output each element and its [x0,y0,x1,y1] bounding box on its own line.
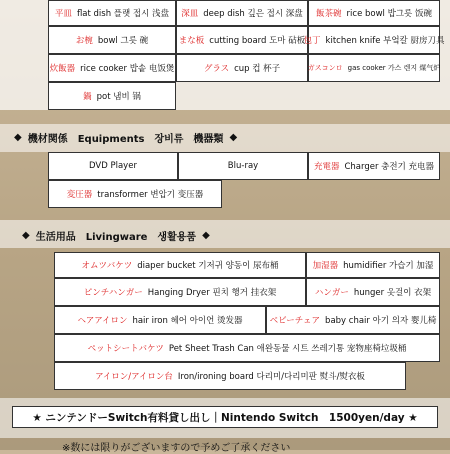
item-label: humidifier 가습기 加湿 [343,261,434,271]
item-hair-iron [54,306,266,334]
item-label: rice cooker 밥솥 电饭煲 [80,64,175,74]
item-label: Charger 충전기 充电器 [344,162,435,172]
diamond-icon: ◆ [22,230,30,241]
item-label-jp: ヘアアイロン [77,316,128,326]
item-pet-sheet-trash-can [54,334,440,362]
item-label-jp: 深皿 [181,9,199,19]
item-cutting-board [176,26,308,54]
item-label: pot 냄비 锅 [96,92,141,102]
item-label: Pet Sheet Trash Can 애완동물 시트 쓰레기통 宠物座椅垃圾桶 [168,344,407,354]
item-label: cup 컵 杯子 [234,64,281,74]
item-label-jp: ベビーチェア [269,316,321,326]
nintendo-switch-banner [12,406,438,428]
item-label-jp: ガスコンロ [307,64,343,72]
item-label-jp: ハンガー [314,288,349,298]
diamond-icon: ◆ [14,132,22,143]
item-label: cutting board 도마 砧板 [209,36,306,46]
item-label: flat dish 플랫 접시 浅盘 [76,9,170,19]
item-charger [308,152,440,180]
item-dvd-player [48,152,178,180]
item-label-jp: 充電器 [313,162,340,172]
item-bowl [48,26,176,54]
item-iron-board [54,362,406,390]
item-rice-cooker [48,54,176,82]
item-label: gas cooker 가스 렌지 煤气炉 [347,64,441,72]
item-blu-ray [178,152,308,180]
item-label: rice bowl 밥그릇 饭碗 [346,9,432,19]
item-rice-bowl [308,0,440,26]
item-label: bowl 그릇 碗 [97,36,149,46]
item-cup [176,54,308,82]
item-diaper-bucket [54,252,306,278]
item-label: Iron/ironing board 다리미/다리미판 熨斗/熨衣板 [177,372,365,382]
item-label: kitchen knife 부엌칼 厨房刀具 [325,36,445,46]
item-label: transformer 변압기 变压器 [97,190,204,200]
diamond-icon: ◆ [229,132,238,143]
item-label: hunger 옷걸이 衣架 [353,288,432,298]
section-title: 生活用品 Livingware 생활용품 [35,232,197,243]
item-transformer [48,180,222,208]
item-label-jp: グラス [203,64,230,74]
item-label: baby chair 아기 의자 婴儿椅 [325,316,437,326]
section-title: 機材関係 Equipments 장비류 機器類 [27,134,224,145]
item-hanger [306,278,440,306]
item-label-jp: ペットシートバケツ [87,344,164,354]
item-label: DVD Player [89,161,137,171]
item-label-jp: 包丁 [303,36,321,46]
item-baby-chair [266,306,440,334]
item-label: hair iron 헤어 아이언 烫发器 [132,316,243,326]
item-label-jp: まな板 [178,36,205,46]
item-flat-dish [48,0,176,26]
footnote: ※数には限りがございますので予めご了承ください [62,443,291,454]
item-humidifier [306,252,440,278]
item-label-jp: 加湿器 [312,261,339,271]
banner-text: ★ ニンテンドーSwitch有料貸し出し｜Nintendo Switch 1500yen/day ★ [32,411,418,424]
item-label: diaper bucket 기저귀 양동이 尿布桶 [137,261,279,271]
item-label-jp: オムツバケツ [81,261,133,271]
item-label: deep dish 깊은 접시 深盘 [203,9,303,19]
item-kitchen-knife [303,26,445,54]
item-gas-cooker [308,54,440,82]
item-label-jp: 鍋 [83,92,92,102]
item-label: Hanging Dryer 핀치 행거 挂衣架 [147,288,277,298]
item-label-jp: アイロン/アイロン台 [95,372,173,382]
item-label-jp: 変圧器 [66,190,93,200]
item-label: Blu-ray [227,161,259,171]
item-label-jp: 炊飯器 [49,64,76,74]
item-pot [48,82,176,110]
section-livingware [22,228,210,243]
item-hanging-dryer [54,278,306,306]
section-equipments [14,130,237,145]
item-label-jp: 飯茶碗 [316,9,342,19]
item-label-jp: ピンチハンガー [83,288,143,298]
item-label-jp: 平皿 [54,9,72,19]
item-label-jp: お椀 [75,36,93,46]
item-deep-dish [176,0,308,26]
diamond-icon: ◆ [202,230,210,241]
